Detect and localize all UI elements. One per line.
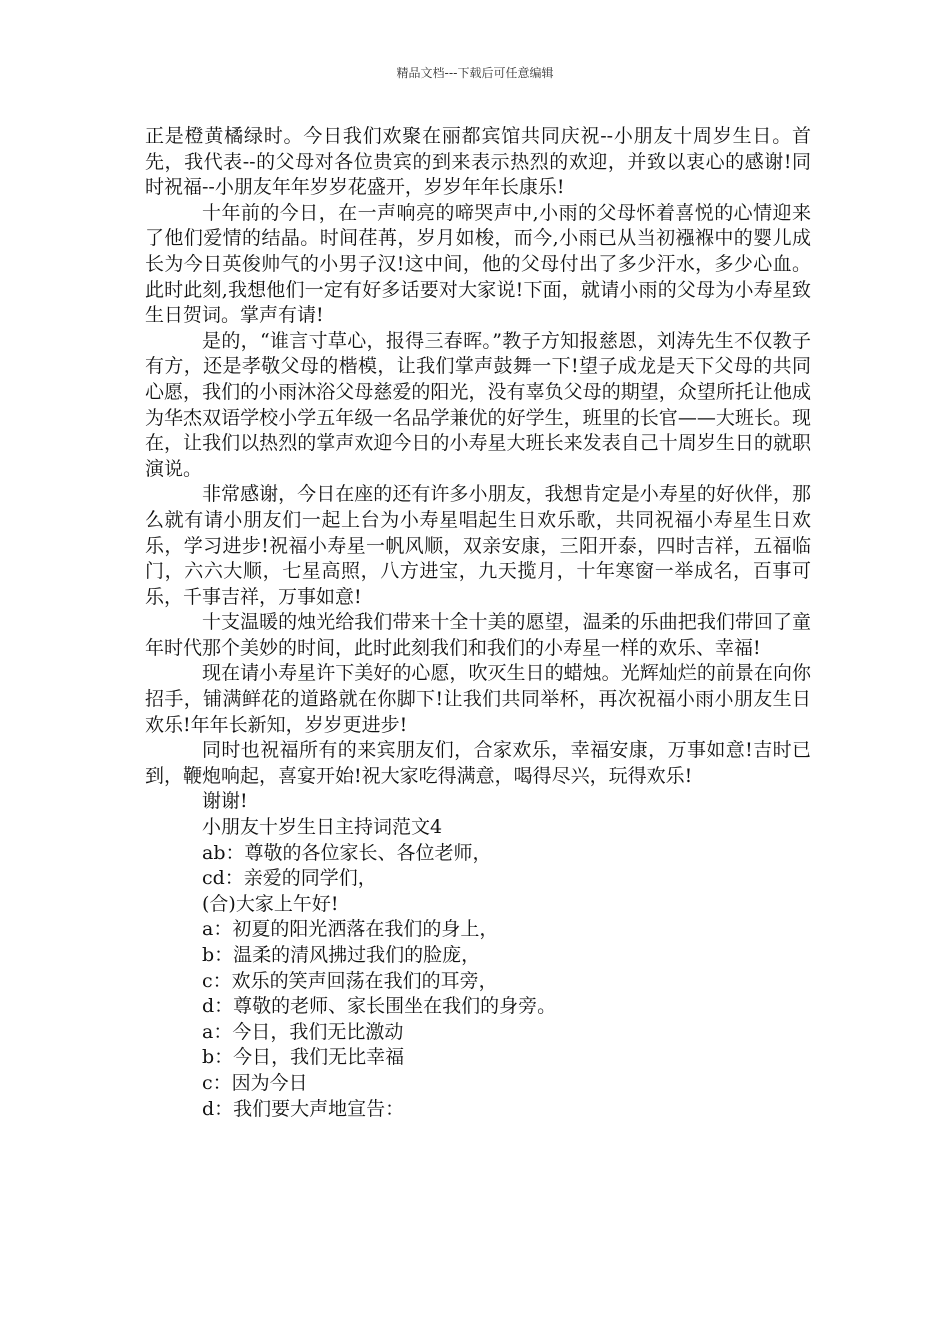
- section-title: 小朋友十岁生日主持词范文4: [202, 816, 443, 839]
- dialogue-line: ab：尊敬的各位家长、各位老师，: [202, 841, 492, 864]
- dialogue-line: d：尊敬的老师、家长围坐在我们的身旁。: [202, 995, 557, 1018]
- dialogue-line: d：我们要大声地宣告：: [202, 1097, 405, 1120]
- page-header: 精品文档---下载后可任意编辑: [396, 66, 554, 80]
- paragraph: 十支温暖的烛光给我们带来十全十美的愿望，温柔的乐曲把我们带回了童年时代那个美妙的时间，此时此刻我们和我们的小寿星一样的欢乐、幸福!: [145, 611, 811, 659]
- dialogue-line: b：今日，我们无比幸福: [202, 1046, 405, 1069]
- paragraph: 十年前的今日，在一声响亮的啼哭声中,小雨的父母怀着喜悦的心情迎来了他们爱情的结晶。时间荏苒，岁月如梭，而今,小雨已从当初襁褓中的婴儿成长为今日英俊帅气的小男子汉!这中间，他的父母付出了多少汗水，多少心血。此时此刻,我想他们一定有好多话要对大家说!下面，就请小雨的父母为小寿星致生日贺词。掌声有请!: [145, 201, 811, 327]
- thanks-line: 谢谢!: [202, 790, 248, 813]
- dialogue-line: (合)大家上午好!: [202, 892, 339, 915]
- dialogue-line: a：初夏的阳光洒落在我们的身上，: [202, 918, 499, 941]
- dialogue-line: c：因为今日: [202, 1071, 308, 1094]
- paragraph: 现在请小寿星许下美好的心愿，吹灭生日的蜡烛。光辉灿烂的前景在向你招手，铺满鲜花的道路就在你脚下!让我们共同举杯，再次祝福小雨小朋友生日欢乐!年年长新知，岁岁更进步!: [145, 662, 811, 736]
- paragraph: 非常感谢，今日在座的还有许多小朋友，我想肯定是小寿星的好伙伴，那么就有请小朋友们一起上台为小寿星唱起生日欢乐歌，共同祝福小寿星生日欢乐，学习进步!祝福小寿星一帆风顺，双亲安康，三阳开泰，四时吉祥，五福临门，六六大顺，七星高照，八方进宝，九天揽月，十年寒窗一举成名，百事可乐，千事吉祥，万事如意!: [145, 483, 811, 608]
- dialogue-line: a：今日，我们无比激动: [202, 1020, 404, 1043]
- dialogue-line: b：温柔的清风拂过我们的脸庞，: [202, 944, 481, 966]
- paragraph: 正是橙黄橘绿时。今日我们欢聚在丽都宾馆共同庆祝--小朋友十周岁生日。首先，我代表--的父母对各位贵宾的到来表示热烈的欢迎，并致以衷心的感谢!同时祝福--小朋友年年岁岁花盛开，岁岁年年长康乐!: [145, 125, 811, 199]
- paragraph: 同时也祝福所有的来宾朋友们，合家欢乐，幸福安康，万事如意!吉时已到，鞭炮响起，喜宴开始!祝大家吃得满意，喝得尽兴，玩得欢乐!: [145, 739, 811, 787]
- paragraph: 是的，“谁言寸草心，报得三春晖。”教子方知报慈恩，刘涛先生不仅教子有方，还是孝敬父母的楷模，让我们掌声鼓舞一下!望子成龙是天下父母的共同心愿，我们的小雨沐浴父母慈爱的阳光，没有辜负父母的期望，众望所托让他成为华杰双语学校小学五年级一名品学兼优的好学生，班里的长官——大班长。现在，让我们以热烈的掌声欢迎今日的小寿星大班长来发表自己十周岁生日的就职演说。: [145, 329, 811, 480]
- document-body: [145, 124, 811, 1122]
- dialogue-line: cd：亲爱的同学们，: [202, 867, 377, 890]
- dialogue-line: c：欢乐的笑声回荡在我们的耳旁，: [202, 969, 498, 992]
